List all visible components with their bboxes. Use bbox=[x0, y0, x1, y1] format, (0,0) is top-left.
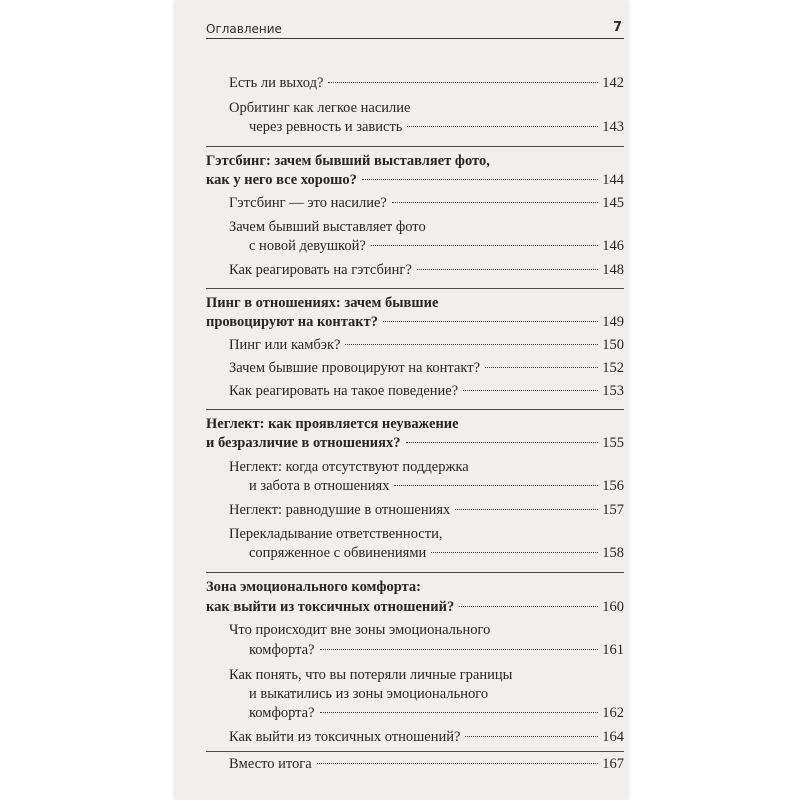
toc-entry-page: 143 bbox=[602, 119, 624, 135]
section-heading bbox=[206, 433, 624, 453]
leader-dots bbox=[406, 442, 599, 443]
section-heading-title: Зона эмоционального комфорта: bbox=[206, 579, 421, 595]
toc-entry-title: Вместо итога bbox=[229, 756, 312, 772]
leader-dots bbox=[383, 321, 598, 322]
toc-entry bbox=[229, 665, 512, 685]
leader-dots bbox=[455, 509, 598, 510]
leader-dots bbox=[407, 126, 598, 127]
section-heading-title: как выйти из токсичных отношений? bbox=[206, 599, 455, 615]
section-heading bbox=[206, 170, 624, 190]
toc-entry bbox=[229, 358, 624, 378]
toc-entry-page: 157 bbox=[602, 502, 624, 518]
toc-entry-title: через ревность и зависть bbox=[249, 119, 403, 135]
section-heading-title: как у него все хорошо? bbox=[206, 172, 357, 188]
toc-entry-page: 164 bbox=[602, 729, 624, 745]
section-separator bbox=[206, 288, 624, 289]
toc-entry bbox=[229, 500, 624, 520]
leader-dots bbox=[485, 367, 598, 368]
toc-entry-title: Гэтсбинг — это насилие? bbox=[229, 195, 387, 211]
toc-entry-title: комфорта? bbox=[249, 642, 315, 658]
toc-entry bbox=[229, 727, 624, 747]
leader-dots bbox=[362, 179, 598, 180]
toc-entry-title: Как выйти из токсичных отношений? bbox=[229, 729, 461, 745]
toc-entry bbox=[229, 98, 410, 118]
toc-entry bbox=[229, 381, 624, 401]
toc-entry-title: Орбитинг как легкое насилие bbox=[229, 100, 411, 116]
running-head-title: Оглавление bbox=[206, 22, 282, 36]
toc-entry-title: Пинг или камбэк? bbox=[229, 337, 341, 353]
section-separator bbox=[206, 146, 624, 147]
leader-dots bbox=[328, 82, 598, 83]
toc-entry-page: 158 bbox=[602, 545, 624, 561]
section-separator bbox=[206, 572, 624, 573]
toc-entry-title: Есть ли выход? bbox=[229, 75, 324, 91]
leader-dots bbox=[371, 245, 598, 246]
toc-entry-title: комфорта? bbox=[249, 705, 315, 721]
toc-entry bbox=[249, 236, 624, 256]
toc-entry-title: Что происходит вне зоны эмоционального bbox=[229, 622, 491, 638]
section-heading-title: провоцируют на контакт? bbox=[206, 314, 379, 330]
toc-entry-title: Перекладывание ответственности, bbox=[229, 526, 443, 542]
toc-entry bbox=[229, 457, 469, 477]
toc-entry-page: 149 bbox=[602, 314, 624, 330]
page-number: 7 bbox=[612, 20, 622, 35]
toc-entry-title: Неглект: когда отсутствуют поддержка bbox=[229, 459, 469, 475]
toc-entry bbox=[249, 703, 624, 723]
toc-entry-title: Неглект: равнодушие в отношениях bbox=[229, 502, 451, 518]
section-heading bbox=[206, 414, 459, 434]
section-heading-title: и безразличие в отношениях? bbox=[206, 435, 401, 451]
toc-entry-title: с новой девушкой? bbox=[249, 238, 366, 254]
section-heading bbox=[206, 293, 438, 313]
toc-entry-title: Зачем бывшие провоцируют на контакт? bbox=[229, 360, 481, 376]
section-heading bbox=[206, 312, 624, 332]
toc-entry-page: 145 bbox=[602, 195, 624, 211]
toc-entry bbox=[229, 524, 442, 544]
toc-entry bbox=[229, 193, 624, 213]
toc-entry bbox=[229, 754, 624, 774]
toc-entry bbox=[229, 620, 490, 640]
leader-dots bbox=[465, 736, 598, 737]
toc-entry-page: 142 bbox=[602, 75, 624, 91]
toc-entry-page: 160 bbox=[602, 599, 624, 615]
leader-dots bbox=[317, 763, 599, 764]
toc-entry bbox=[229, 217, 426, 237]
leader-dots bbox=[417, 269, 598, 270]
toc-entry-title: Как реагировать на такое поведение? bbox=[229, 383, 459, 399]
toc-entry-title: Как понять, что вы потеряли личные границы bbox=[229, 667, 513, 683]
toc-entry-page: 153 bbox=[602, 383, 624, 399]
toc-entry bbox=[249, 684, 488, 704]
toc-entry-title: и забота в отношениях bbox=[249, 478, 390, 494]
section-heading-title: Неглект: как проявляется неуважение bbox=[206, 416, 459, 432]
toc-entry bbox=[249, 117, 624, 137]
toc-entry-page: 167 bbox=[602, 756, 624, 772]
leader-dots bbox=[392, 202, 598, 203]
section-heading bbox=[206, 577, 421, 597]
leader-dots bbox=[345, 344, 598, 345]
toc-entry bbox=[249, 476, 624, 496]
toc-entry-page: 161 bbox=[602, 642, 624, 658]
toc-entry-page: 144 bbox=[602, 172, 624, 188]
toc-entry bbox=[249, 543, 624, 563]
toc-entry-page: 150 bbox=[602, 337, 624, 353]
toc-entry-page: 162 bbox=[602, 705, 624, 721]
toc-entry bbox=[249, 640, 624, 660]
toc-entry-page: 146 bbox=[602, 238, 624, 254]
section-separator bbox=[206, 409, 624, 410]
toc-entry-title: Зачем бывший выставляет фото bbox=[229, 219, 426, 235]
leader-dots bbox=[459, 606, 598, 607]
toc-entry-title: Как реагировать на гэтсбинг? bbox=[229, 262, 412, 278]
section-separator bbox=[206, 751, 624, 752]
toc-entry-page: 155 bbox=[602, 435, 624, 451]
toc-entry bbox=[229, 335, 624, 355]
toc-entry bbox=[229, 73, 624, 93]
leader-dots bbox=[320, 649, 599, 650]
leader-dots bbox=[320, 712, 599, 713]
toc-entry-title: и выкатились из зоны эмоционального bbox=[249, 686, 489, 702]
section-heading bbox=[206, 597, 624, 617]
leader-dots bbox=[394, 485, 598, 486]
section-heading-title: Гэтсбинг: зачем бывший выставляет фото, bbox=[206, 153, 490, 169]
toc-entry-title: сопряженное с обвинениями bbox=[249, 545, 427, 561]
toc-entry-page: 148 bbox=[602, 262, 624, 278]
toc-entry bbox=[229, 260, 624, 280]
leader-dots bbox=[463, 390, 598, 391]
section-heading-title: Пинг в отношениях: зачем бывшие bbox=[206, 295, 439, 311]
toc-entry-page: 156 bbox=[602, 478, 624, 494]
toc-entry-page: 152 bbox=[602, 360, 624, 376]
section-heading bbox=[206, 151, 490, 171]
leader-dots bbox=[431, 552, 598, 553]
